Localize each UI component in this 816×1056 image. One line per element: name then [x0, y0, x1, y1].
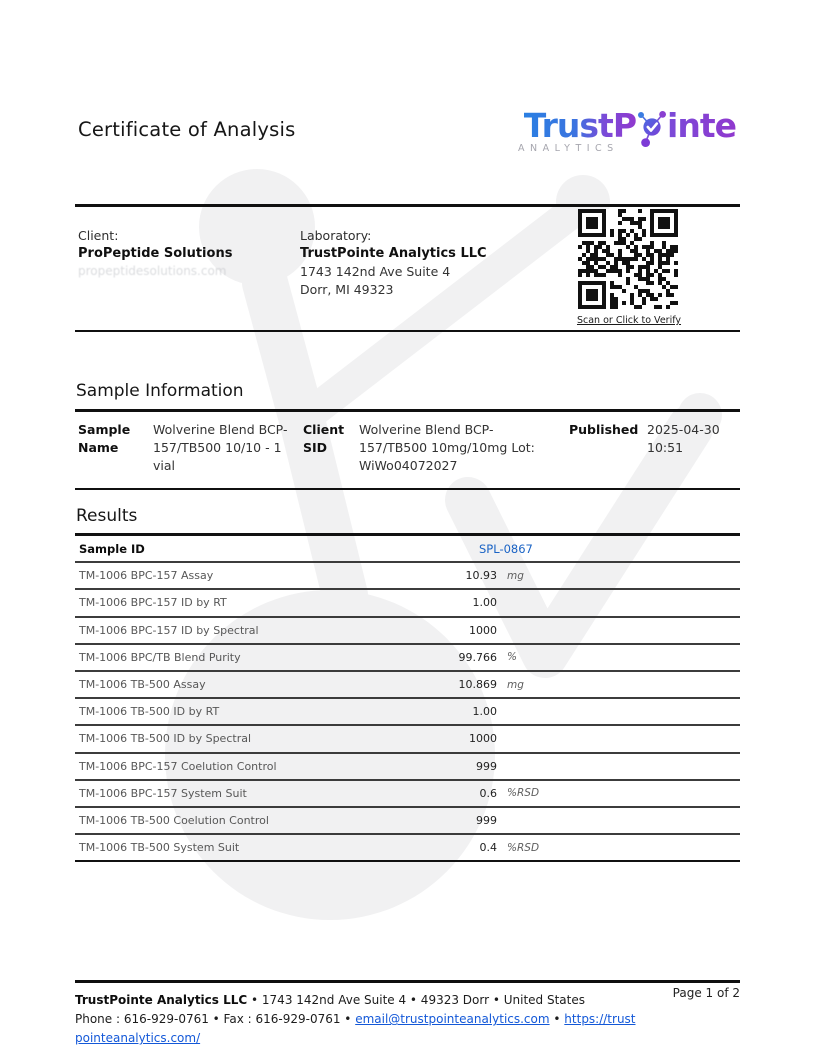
- result-value: 1000: [469, 623, 497, 637]
- result-label: TM-1006 TB-500 Coelution Control: [79, 813, 269, 827]
- result-label: TM-1006 BPC/TB Blend Purity: [79, 650, 241, 664]
- result-row: [75, 645, 740, 672]
- published-value: 2025-04-30 10:51: [647, 422, 720, 455]
- page-indicator: Page 1 of 2: [672, 986, 740, 1000]
- result-row: [75, 563, 740, 590]
- divider-parties-bottom: [75, 330, 740, 332]
- page-title: Certificate of Analysis: [78, 118, 296, 141]
- sample-name-label: Sample Name: [78, 422, 131, 455]
- result-label: TM-1006 TB-500 ID by Spectral: [79, 732, 252, 746]
- result-label: TM-1006 TB-500 ID by RT: [79, 705, 220, 719]
- logo-tagline: ANALYTICS: [518, 143, 619, 154]
- footer-text: [75, 991, 637, 1049]
- result-value: 10.93: [465, 569, 497, 583]
- result-row: [75, 618, 740, 645]
- result-unit: mg: [507, 678, 524, 691]
- result-label: TM-1006 BPC-157 Assay: [79, 569, 214, 583]
- sample-name-value: Wolverine Blend BCP-157/TB500 10/10 - 1 vial: [153, 422, 288, 473]
- laboratory-label: Laboratory:: [300, 228, 372, 243]
- result-label: TM-1006 TB-500 Assay: [79, 678, 206, 692]
- result-label: TM-1006 BPC-157 ID by Spectral: [79, 623, 259, 637]
- result-value: 10.869: [458, 678, 497, 692]
- logo-text-prefix: TrustP: [523, 106, 637, 145]
- laboratory-address-line2: Dorr, MI 49323: [300, 282, 394, 297]
- result-row: [75, 590, 740, 617]
- published-label: Published: [569, 422, 639, 437]
- result-label: TM-1006 TB-500 System Suit: [79, 841, 240, 855]
- result-value: 99.766: [458, 650, 497, 664]
- result-value: 0.6: [479, 786, 497, 800]
- footer-address: • 1743 142nd Ave Suite 4 • 49323 Dorr • United States: [247, 993, 586, 1007]
- molecule-check-icon: [635, 108, 669, 148]
- result-row: [75, 672, 740, 699]
- result-value: 1.00: [472, 705, 497, 719]
- footer-email-link[interactable]: email@trustpointeanalytics.com: [355, 1012, 550, 1027]
- sample-information-heading: Sample Information: [76, 381, 244, 401]
- result-row: [75, 754, 740, 781]
- qr-code[interactable]: [578, 209, 680, 311]
- results-table: [75, 533, 740, 862]
- result-label: TM-1006 BPC-157 Coelution Control: [79, 759, 277, 773]
- result-unit: mg: [507, 569, 524, 582]
- sample-id-label: Sample ID: [79, 541, 145, 556]
- verify-link[interactable]: Scan or Click to Verify: [576, 315, 682, 326]
- footer-website-link[interactable]: https://trustpointeanalytics.com/: [75, 1012, 636, 1046]
- client-sid-label: Client SID: [303, 422, 345, 455]
- result-unit: %RSD: [507, 841, 540, 854]
- footer-company: TrustPointe Analytics LLC: [75, 993, 248, 1007]
- result-row: [75, 726, 740, 753]
- result-value: 999: [476, 759, 497, 773]
- result-unit: %: [507, 651, 517, 664]
- laboratory-address-line1: 1743 142nd Ave Suite 4: [300, 264, 451, 279]
- sample-information-table: [75, 409, 740, 490]
- logo-text-suffix: inte: [667, 106, 736, 145]
- client-name: ProPeptide Solutions: [78, 246, 233, 261]
- client-label: Client:: [78, 228, 119, 243]
- results-table-body: [75, 563, 740, 862]
- result-label: TM-1006 BPC-157 System Suit: [79, 786, 247, 800]
- laboratory-name: TrustPointe Analytics LLC: [300, 246, 487, 261]
- result-value: 0.4: [479, 841, 497, 855]
- result-value: 1.00: [472, 596, 497, 610]
- divider-top: [75, 204, 740, 207]
- result-label: TM-1006 BPC-157 ID by RT: [79, 596, 227, 610]
- result-row: [75, 781, 740, 808]
- client-sid-value: Wolverine Blend BCP-157/TB500 10mg/10mg Lot: WiWo04072027: [359, 422, 535, 473]
- result-row: [75, 699, 740, 726]
- result-row: [75, 808, 740, 835]
- footer-separator: •: [549, 1012, 565, 1027]
- result-value: 999: [476, 813, 497, 827]
- footer-contact: Phone : 616-929-0761 • Fax : 616-929-0761 •: [75, 1012, 356, 1027]
- sample-id-link[interactable]: SPL-0867: [479, 541, 533, 556]
- results-header-row: [75, 536, 740, 563]
- trustpointe-logo: [506, 108, 736, 154]
- results-heading: Results: [76, 506, 138, 526]
- footer: [75, 980, 740, 1049]
- result-row: [75, 835, 740, 862]
- result-unit: %RSD: [507, 787, 540, 800]
- client-ghost-text: propeptidesolutions.com: [78, 264, 227, 278]
- result-value: 1000: [469, 732, 497, 746]
